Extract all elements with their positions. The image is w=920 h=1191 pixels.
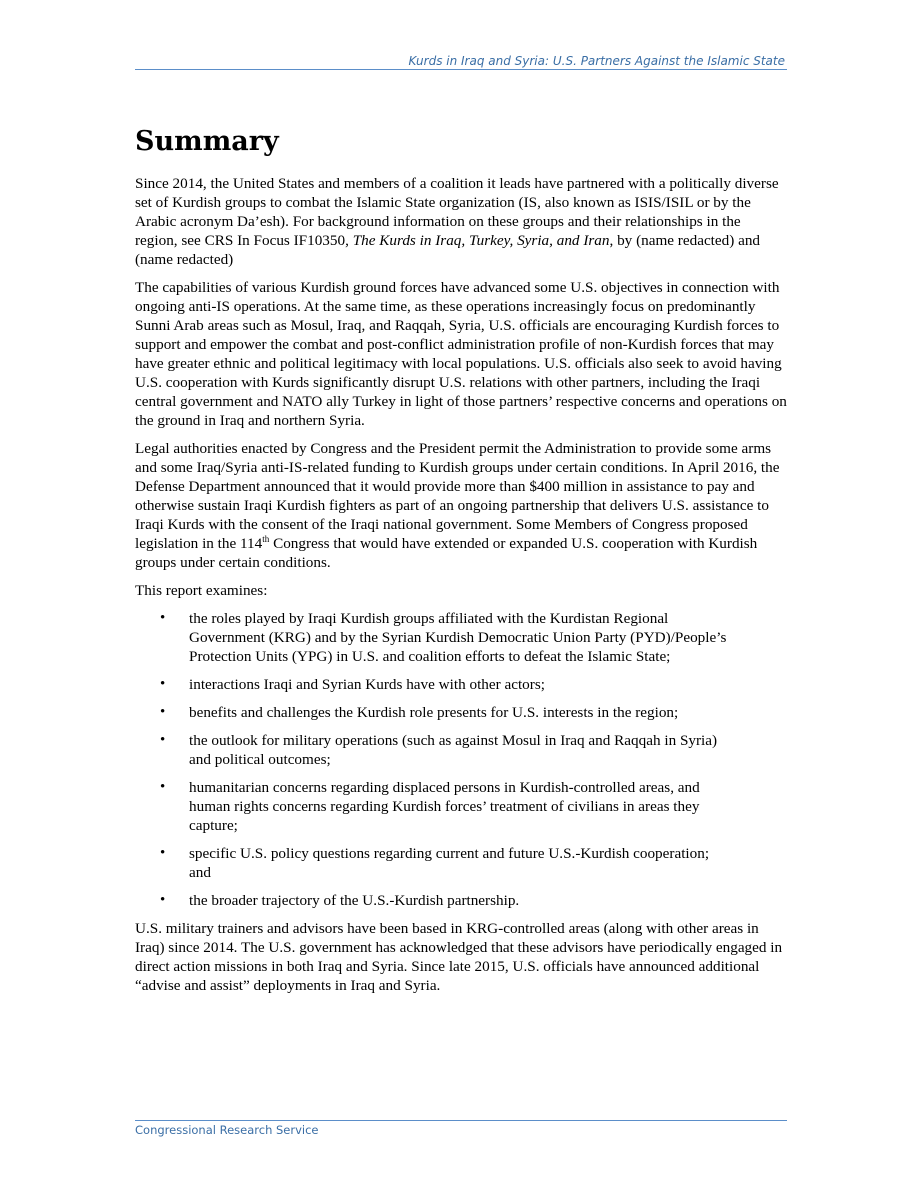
paragraph-capabilities: The capabilities of various Kurdish ground forces have advanced some U.S. objectives in connection with ongoing anti-IS operations. At the same time, as these operations increasingly focus on predominantly Sunni Arab areas such as Mosul, Iraq, and Raqqah, Syria, U.S. officials are encouraging Kurdish forces to support and empower the combat and post-conflict administration profile of non-Kurdish forces that may have greater ethnic and political legitimacy with local populations. U.S. officials also seek to avoid having U.S. cooperation with Kurds significantly disrupt U.S. relations with other partners, including the Iraqi central government and NATO ally Turkey in light of those partners’ respective concerns and operations on the ground in Iraq and northern Syria. bbox=[135, 279, 787, 429]
bullet-icon: • bbox=[160, 732, 166, 748]
paragraph-advisors: U.S. military trainers and advisors have been based in KRG-controlled areas (along with other areas in Iraq) since 2014. The U.S. government has acknowledged that these advisors have periodically engaged in direct action missions in both Iraq and Syria. Since late 2015, U.S. officials have announced additional “advise and assist” deployments in Iraq and Syria. bbox=[135, 920, 783, 994]
footer-rule bbox=[135, 1120, 787, 1121]
list-item bbox=[135, 844, 787, 882]
cited-report-title: The Kurds in Iraq, Turkey, Syria, and Iran bbox=[352, 232, 610, 249]
running-header: Kurds in Iraq and Syria: U.S. Partners Against the Islamic State bbox=[408, 54, 785, 68]
bullet-icon: • bbox=[160, 610, 166, 626]
bullet-icon: • bbox=[160, 676, 166, 692]
list-item-text: benefits and challenges the Kurdish role presents for U.S. interests in the region; bbox=[189, 704, 679, 721]
paragraph-intro-authors: , by (name redacted) and (name redacted) bbox=[135, 232, 761, 268]
page-content bbox=[135, 122, 787, 1004]
paragraph-intro bbox=[135, 174, 787, 269]
list-item bbox=[135, 675, 787, 694]
bullet-icon: • bbox=[160, 892, 166, 908]
list-item bbox=[135, 703, 787, 722]
paragraph-intro-text: Since 2014, the United States and members of a coalition it leads have partnered with a politically diverse set of Kurdish groups to combat the Islamic State organization (IS, also known as ISIS/ISIL or by the Arabic acronym Da’esh). For background information on these groups and their relationships in the region, see CRS In Focus IF10350, bbox=[135, 175, 779, 249]
paragraph-legal-text-end: Congress that would have extended or expanded U.S. cooperation with Kurdish groups under certain conditions. bbox=[135, 535, 758, 571]
examined-topics-list bbox=[135, 609, 787, 910]
paragraph-legal bbox=[135, 439, 787, 572]
list-item-text: the outlook for military operations (such as against Mosul in Iraq and Raqqah in Syria) and political outcomes; bbox=[189, 732, 718, 768]
list-item bbox=[135, 731, 787, 769]
paragraph-legal-text: Legal authorities enacted by Congress and the President permit the Administration to provide some arms and some Iraq/Syria anti-IS-related funding to Kurdish groups under certain conditions. In April 2016, the Defense Department announced that it would provide more than $400 million in assistance to pay and otherwise sustain Iraqi Kurdish fighters as part of an ongoing partnership that delivers U.S. assistance to Iraqi Kurds with the consent of the Iraqi national government. Some Members of Congress proposed legislation in the 114 bbox=[135, 440, 780, 552]
section-heading: Summary bbox=[135, 126, 279, 157]
list-item bbox=[135, 891, 787, 910]
list-item-text: the broader trajectory of the U.S.-Kurdish partnership. bbox=[189, 892, 520, 909]
list-item-text: humanitarian concerns regarding displaced persons in Kurdish-controlled areas, and human rights concerns regarding Kurdish forces’ treatment of civilians in areas they capture; bbox=[189, 779, 700, 834]
list-item-text: interactions Iraqi and Syrian Kurds have with other actors; bbox=[189, 676, 545, 693]
footer-publisher: Congressional Research Service bbox=[135, 1123, 319, 1137]
bullet-icon: • bbox=[160, 704, 166, 720]
bullet-icon: • bbox=[160, 779, 166, 795]
header-rule bbox=[135, 69, 787, 70]
list-item bbox=[135, 609, 787, 666]
list-item-text: specific U.S. policy questions regarding current and future U.S.-Kurdish cooperation; and bbox=[189, 845, 710, 881]
ordinal-superscript: th bbox=[262, 533, 270, 544]
list-item bbox=[135, 778, 787, 835]
paragraph-examines: This report examines: bbox=[135, 582, 268, 599]
bullet-icon: • bbox=[160, 845, 166, 861]
list-item-text: the roles played by Iraqi Kurdish groups affiliated with the Kurdistan Regional Government (KRG) and by the Syrian Kurdish Democratic Union Party (PYD)/People’s Protection Units (YPG) in U.S. and coalition efforts to defeat the Islamic State; bbox=[189, 610, 727, 665]
